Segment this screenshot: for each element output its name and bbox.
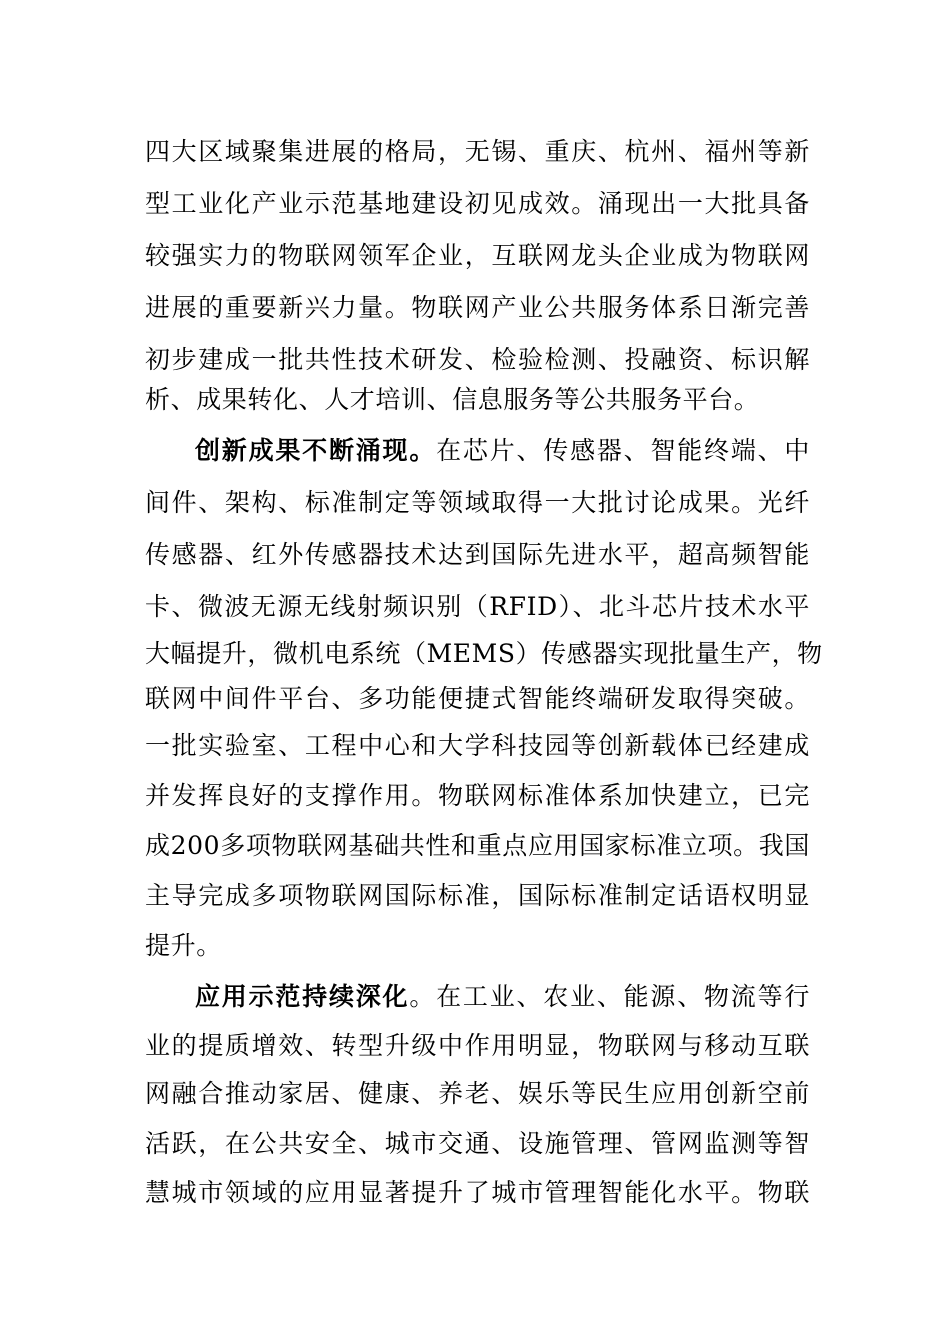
text-line: 提升。 <box>145 931 222 960</box>
paragraph-first-line <box>195 977 810 1017</box>
text-line: 初步建成一批共性技术研发、检验检测、投融资、标识解 <box>145 345 810 374</box>
paragraph-lead-text: 。在工业、农业、能源、物流等行 <box>409 982 810 1011</box>
text-line: 主导完成多项物联网国际标准，国际标准制定话语权明显 <box>145 881 810 910</box>
text-line: 间件、架构、标准制定等领域取得一大批讨论成果。光纤 <box>145 488 810 517</box>
text-line: 析、成果转化、人才培训、信息服务等公共服务平台。 <box>145 385 760 414</box>
paragraph-heading: 应用示范持续深化 <box>195 982 410 1011</box>
text-line: 联网中间件平台、多功能便捷式智能终端研发取得突破。 <box>145 684 810 713</box>
paragraph-heading: 创新成果不断涌现。 <box>195 436 437 465</box>
paragraph-lead-text: 在芯片、传感器、智能终端、中 <box>436 436 811 465</box>
text-line: 业的提质增效、转型升级中作用明显，物联网与移动互联 <box>145 1031 810 1060</box>
text-line: 慧城市领域的应用显著提升了城市管理智能化水平。物联 <box>145 1178 810 1207</box>
text-line: 进展的重要新兴力量。物联网产业公共服务体系日渐完善 <box>145 293 810 322</box>
text-line: 网融合推动家居、健康、养老、娱乐等民生应用创新空前 <box>145 1079 810 1108</box>
text-line: 四大区域聚集进展的格局，无锡、重庆、杭州、福州等新 <box>145 137 810 166</box>
text-line: 型工业化产业示范基地建设初见成效。涌现出一大批具备 <box>145 189 810 218</box>
text-line: 传感器、红外传感器技术达到国际先进水平，超高频智能 <box>145 540 810 569</box>
text-line: 大幅提升，微机电系统（MEMS）传感器实现批量生产，物 <box>145 639 823 668</box>
text-line: 一批实验室、工程中心和大学科技园等创新载体已经建成 <box>145 731 810 760</box>
text-line: 较强实力的物联网领军企业，互联网龙头企业成为物联网 <box>145 241 810 270</box>
text-line: 活跃，在公共安全、城市交通、设施管理、管网监测等智 <box>145 1129 810 1158</box>
text-line: 并发挥良好的支撑作用。物联网标准体系加快建立，已完 <box>145 781 810 810</box>
text-line: 成200多项物联网基础共性和重点应用国家标准立项。我国 <box>145 831 810 860</box>
text-line: 卡、微波无源无线射频识别（RFID）、北斗芯片技术水平 <box>145 592 810 621</box>
paragraph-first-line <box>195 431 810 471</box>
